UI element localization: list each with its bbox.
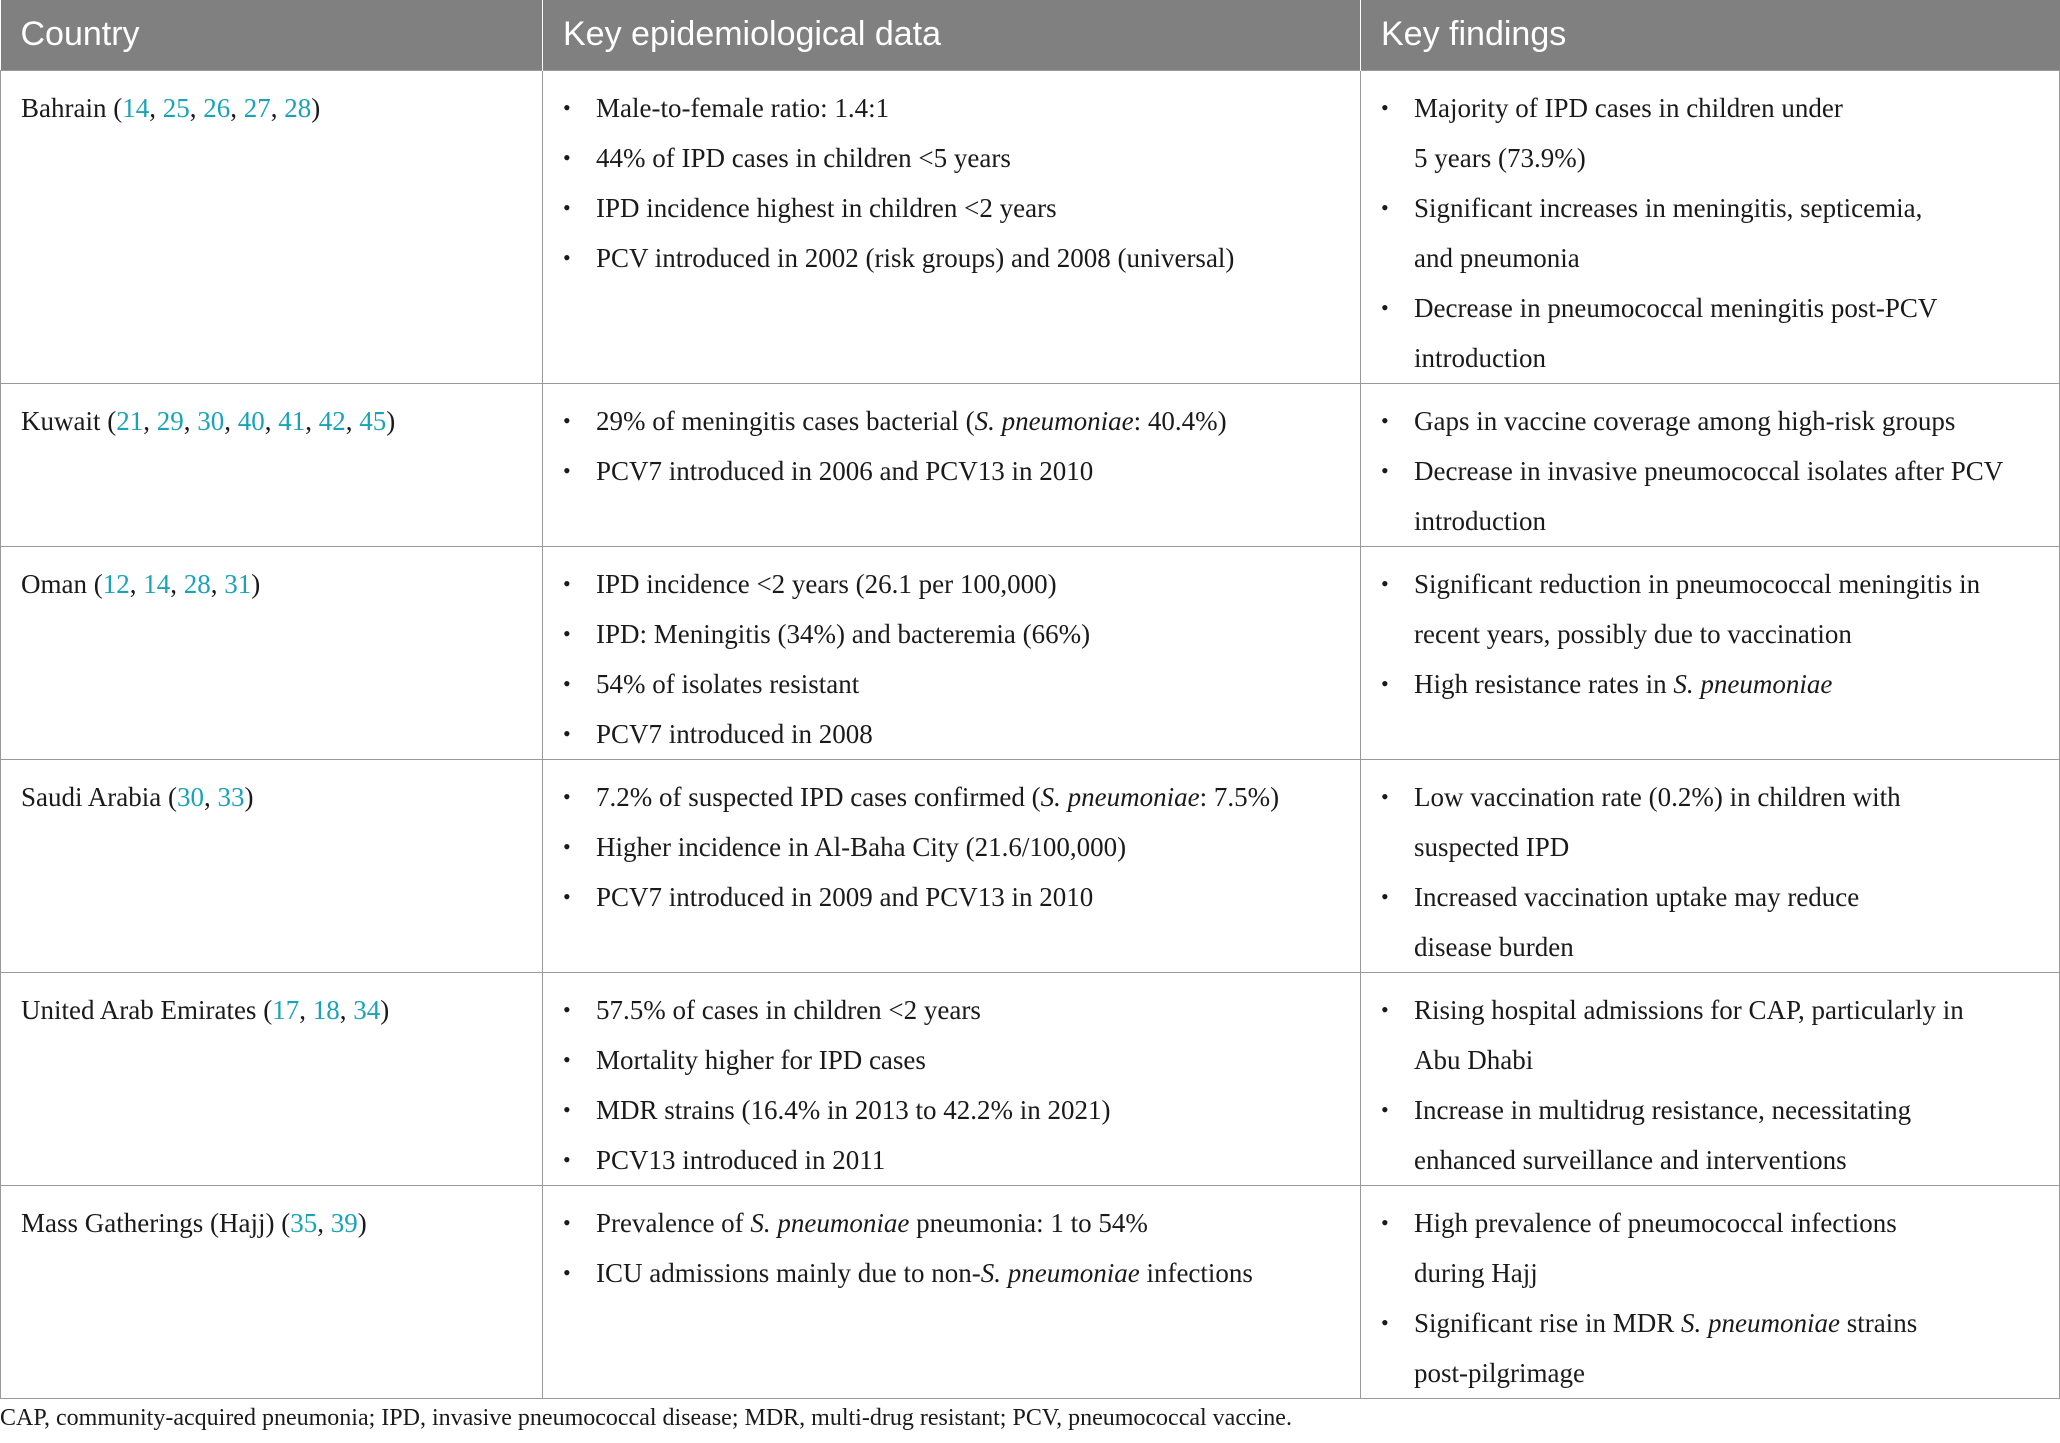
epidemiology-list xyxy=(563,1198,1340,1298)
country-cell: United Arab Emirates (17, 18, 34) xyxy=(1,972,543,1185)
epidemiology-cell xyxy=(543,70,1361,383)
findings-cell xyxy=(1361,759,2060,972)
epidemiology-list xyxy=(563,985,1340,1185)
findings-list xyxy=(1381,396,2039,546)
epidemiology-cell xyxy=(543,972,1361,1185)
list-item: • Gaps in vaccine coverage among high-risk groups xyxy=(1381,396,2039,446)
list-item: • IPD: Meningitis (34%) and bacteremia (66%) xyxy=(563,609,1340,659)
reference-link[interactable]: 17 xyxy=(272,994,300,1025)
reference-link[interactable]: 30 xyxy=(176,781,204,812)
reference-link[interactable]: 28 xyxy=(183,568,211,599)
findings-cell xyxy=(1361,1185,2060,1398)
findings-list xyxy=(1381,1198,2039,1398)
reference-link[interactable]: 33 xyxy=(217,781,245,812)
header-epidemiological-data: Key epidemiological data xyxy=(543,0,1361,70)
epidemiology-cell xyxy=(543,383,1361,546)
country-name: Bahrain xyxy=(21,92,107,123)
reference-link[interactable]: 39 xyxy=(330,1207,358,1238)
reference-link[interactable]: 45 xyxy=(359,405,387,436)
list-item: • 29% of meningitis cases bacterial (S. pneumoniae: 40.4%) xyxy=(563,396,1340,446)
list-item: • High resistance rates in S. pneumoniae xyxy=(1381,659,2039,709)
reference-link[interactable]: 14 xyxy=(122,92,150,123)
country-name: Kuwait xyxy=(21,405,101,436)
table-row xyxy=(1,1185,2060,1398)
reference-link[interactable]: 29 xyxy=(156,405,184,436)
reference-link[interactable]: 21 xyxy=(116,405,144,436)
list-item: • Majority of IPD cases in children under 5 years (73.9%) xyxy=(1381,83,2039,183)
reference-link[interactable]: 42 xyxy=(318,405,346,436)
list-item: • Prevalence of S. pneumoniae pneumonia: 1 to 54% xyxy=(563,1198,1340,1248)
reference-link[interactable]: 26 xyxy=(203,92,231,123)
reference-link[interactable]: 30 xyxy=(197,405,225,436)
findings-cell xyxy=(1361,383,2060,546)
list-item: • 57.5% of cases in children <2 years xyxy=(563,985,1340,1035)
reference-link[interactable]: 34 xyxy=(353,994,381,1025)
list-item: • PCV7 introduced in 2006 and PCV13 in 2010 xyxy=(563,446,1340,496)
list-item: • Rising hospital admissions for CAP, particularly in Abu Dhabi xyxy=(1381,985,2039,1085)
reference-link[interactable]: 31 xyxy=(224,568,252,599)
list-item: • Decrease in pneumococcal meningitis post-PCV introduction xyxy=(1381,283,2039,383)
table-body xyxy=(1,70,2060,1398)
header-row xyxy=(1,0,2060,70)
list-item: • PCV7 introduced in 2008 xyxy=(563,709,1340,759)
epidemiology-list xyxy=(563,396,1340,496)
country-cell: Saudi Arabia (30, 33) xyxy=(1,759,543,972)
epidemiology-cell xyxy=(543,546,1361,759)
table-row xyxy=(1,70,2060,383)
reference-link[interactable]: 12 xyxy=(102,568,130,599)
table-header xyxy=(1,0,2060,70)
list-item: • IPD incidence <2 years (26.1 per 100,000) xyxy=(563,559,1340,609)
header-key-findings: Key findings xyxy=(1361,0,2060,70)
country-cell: Mass Gatherings (Hajj) (35, 39) xyxy=(1,1185,543,1398)
findings-list xyxy=(1381,985,2039,1185)
country-name: Saudi Arabia xyxy=(21,781,162,812)
findings-cell xyxy=(1361,972,2060,1185)
table-row xyxy=(1,383,2060,546)
list-item: • ICU admissions mainly due to non-S. pneumoniae infections xyxy=(563,1248,1340,1298)
country-name: Oman xyxy=(21,568,87,599)
list-item: • Significant increases in meningitis, septicemia, and pneumonia xyxy=(1381,183,2039,283)
list-item: • 44% of IPD cases in children <5 years xyxy=(563,133,1340,183)
country-name: Mass Gatherings (Hajj) xyxy=(21,1207,275,1238)
epidemiology-cell xyxy=(543,759,1361,972)
list-item: • MDR strains (16.4% in 2013 to 42.2% in 2021) xyxy=(563,1085,1340,1135)
list-item: • PCV13 introduced in 2011 xyxy=(563,1135,1340,1185)
reference-link[interactable]: 41 xyxy=(278,405,306,436)
findings-cell xyxy=(1361,546,2060,759)
list-item: • Higher incidence in Al-Baha City (21.6/100,000) xyxy=(563,822,1340,872)
epidemiology-list xyxy=(563,83,1340,283)
epidemiology-list xyxy=(563,772,1340,922)
list-item: • High prevalence of pneumococcal infections during Hajj xyxy=(1381,1198,2039,1298)
country-cell: Bahrain (14, 25, 26, 27, 28) xyxy=(1,70,543,383)
header-country: Country xyxy=(1,0,543,70)
findings-list xyxy=(1381,772,2039,972)
reference-link[interactable]: 14 xyxy=(143,568,171,599)
reference-link[interactable]: 27 xyxy=(243,92,271,123)
list-item: • IPD incidence highest in children <2 years xyxy=(563,183,1340,233)
findings-list xyxy=(1381,83,2039,383)
list-item: • Significant rise in MDR S. pneumoniae strains post-pilgrimage xyxy=(1381,1298,2039,1398)
list-item: • Male-to-female ratio: 1.4:1 xyxy=(563,83,1340,133)
reference-link[interactable]: 28 xyxy=(284,92,312,123)
list-item: • PCV introduced in 2002 (risk groups) and 2008 (universal) xyxy=(563,233,1340,283)
epidemiology-cell xyxy=(543,1185,1361,1398)
reference-link[interactable]: 40 xyxy=(237,405,265,436)
list-item: • Increase in multidrug resistance, necessitating enhanced surveillance and interventions xyxy=(1381,1085,2039,1185)
list-item: • Increased vaccination uptake may reduce disease burden xyxy=(1381,872,2039,972)
country-cell: Kuwait (21, 29, 30, 40, 41, 42, 45) xyxy=(1,383,543,546)
list-item: • Decrease in invasive pneumococcal isolates after PCV introduction xyxy=(1381,446,2039,546)
country-cell: Oman (12, 14, 28, 31) xyxy=(1,546,543,759)
epidemiology-list xyxy=(563,559,1340,759)
list-item: • PCV7 introduced in 2009 and PCV13 in 2010 xyxy=(563,872,1340,922)
reference-link[interactable]: 18 xyxy=(312,994,340,1025)
list-item: • Mortality higher for IPD cases xyxy=(563,1035,1340,1085)
list-item: • 54% of isolates resistant xyxy=(563,659,1340,709)
list-item: • Low vaccination rate (0.2%) in children with suspected IPD xyxy=(1381,772,2039,872)
list-item: • Significant reduction in pneumococcal meningitis in recent years, possibly due to vaccination xyxy=(1381,559,2039,659)
table-row xyxy=(1,546,2060,759)
list-item: • 7.2% of suspected IPD cases confirmed (S. pneumoniae: 7.5%) xyxy=(563,772,1340,822)
reference-link[interactable]: 35 xyxy=(290,1207,318,1238)
table-footnote: CAP, community-acquired pneumonia; IPD, invasive pneumococcal disease; MDR, multi-drug resistant; PCV, pneumococcal vaccine. xyxy=(0,1405,1292,1431)
findings-cell xyxy=(1361,70,2060,383)
reference-link[interactable]: 25 xyxy=(162,92,190,123)
table-row xyxy=(1,972,2060,1185)
country-name: United Arab Emirates xyxy=(21,994,257,1025)
table-row xyxy=(1,759,2060,972)
findings-list xyxy=(1381,559,2039,709)
